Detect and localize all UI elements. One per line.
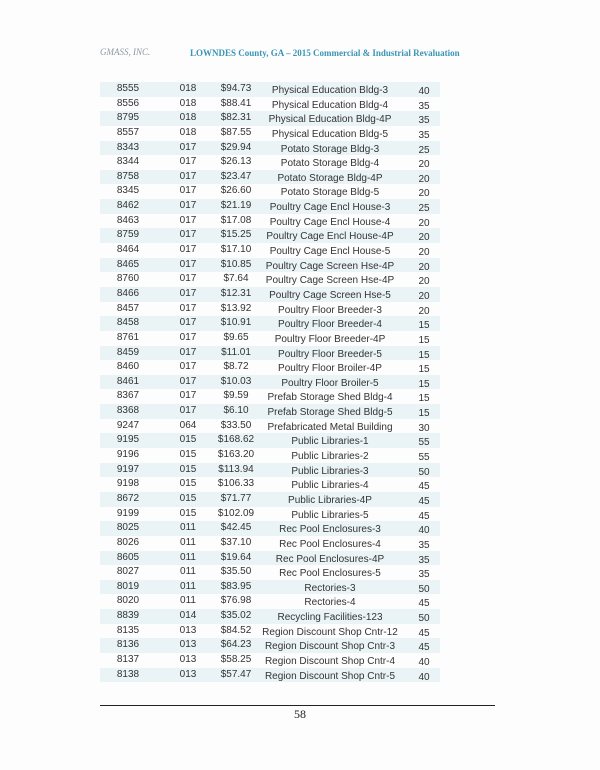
table-row	[100, 302, 440, 317]
cost-value: $9.65	[223, 331, 249, 343]
cost-value: $35.50	[220, 566, 252, 578]
page-number: 58	[294, 707, 306, 721]
description: Public Libraries-1	[291, 436, 369, 448]
description: Poultry Cage Screen Hse-4P	[265, 275, 395, 287]
cost-value: $35.02	[220, 610, 252, 622]
cost-value: $9.59	[223, 390, 249, 402]
cost-value: $84.52	[220, 624, 252, 636]
life-years: 20	[418, 173, 430, 185]
life-years: 25	[418, 203, 430, 215]
description: Poultry Cage Encl House-5	[269, 246, 391, 258]
description: Poultry Cage Screen Hse-4P	[265, 260, 395, 272]
class-code: 017	[179, 141, 197, 153]
class-code: 011	[180, 522, 196, 534]
table-row	[100, 228, 440, 243]
table-row	[100, 272, 440, 287]
table-row	[100, 243, 440, 258]
cost-value: $8.72	[223, 361, 249, 373]
table-row	[100, 141, 440, 156]
cost-value: $26.60	[220, 185, 252, 197]
class-code: 015	[179, 507, 197, 519]
occupancy-code: 9197	[116, 463, 140, 475]
occupancy-code: 8461	[116, 375, 140, 387]
occupancy-code: 8345	[116, 185, 140, 197]
life-years: 20	[418, 247, 430, 259]
occupancy-code: 9196	[116, 449, 140, 461]
cost-value: $87.55	[220, 126, 252, 138]
life-years: 45	[418, 510, 430, 522]
life-years: 20	[418, 261, 430, 273]
occupancy-code: 8026	[116, 536, 140, 548]
occupancy-code: 8761	[116, 331, 140, 343]
cost-value: $83.95	[220, 580, 252, 592]
occupancy-code: 8462	[116, 200, 140, 212]
cost-value: $113.94	[218, 463, 254, 475]
description: Recycling Facilities-123	[277, 612, 383, 624]
occupancy-code: 8839	[116, 610, 140, 622]
life-years: 35	[418, 100, 430, 112]
table-row	[100, 565, 440, 580]
occupancy-code: 9198	[116, 478, 140, 490]
life-years: 45	[418, 598, 430, 610]
class-code: 017	[179, 229, 197, 241]
table-row	[100, 404, 440, 419]
description: Physical Education Bldg-4P	[268, 114, 392, 126]
occupancy-code: 8136	[116, 639, 140, 651]
description: Potato Storage Bldg-4P	[277, 172, 383, 184]
occupancy-code: 8463	[116, 214, 140, 226]
life-years: 50	[418, 583, 430, 595]
class-code: 011	[180, 536, 196, 548]
class-code: 014	[179, 610, 197, 622]
occupancy-code: 8795	[116, 112, 140, 124]
cost-value: $102.09	[217, 507, 255, 519]
life-years: 50	[418, 466, 430, 478]
description: Public Libraries-5	[291, 509, 369, 521]
cost-value: $19.64	[220, 551, 252, 563]
life-years: 45	[418, 627, 430, 639]
cost-value: $17.10	[220, 244, 252, 256]
class-code: 017	[179, 244, 197, 256]
class-code: 017	[179, 214, 197, 226]
table-row	[100, 258, 440, 273]
cost-value: $17.08	[220, 214, 252, 226]
life-years: 25	[418, 144, 430, 156]
life-years: 30	[418, 422, 430, 434]
table-row	[100, 375, 440, 390]
cost-value: $6.10	[223, 405, 249, 417]
cost-value: $37.10	[220, 536, 252, 548]
description: Rec Pool Enclosures-4P	[275, 553, 385, 565]
table-row	[100, 536, 440, 551]
table-row	[100, 316, 440, 331]
footer-divider	[100, 705, 495, 706]
class-code: 015	[179, 463, 197, 475]
life-years: 35	[418, 129, 430, 141]
document-title: LOWNDES County, GA – 2015 Commercial & Industrial Revaluation	[190, 48, 460, 58]
table-row	[100, 82, 440, 97]
table-row	[100, 521, 440, 536]
occupancy-code: 8672	[116, 492, 140, 504]
occupancy-code: 8605	[116, 551, 140, 563]
class-code: 017	[179, 346, 197, 358]
description: Physical Education Bldg-5	[271, 128, 389, 140]
cost-table	[100, 82, 440, 682]
cost-value: $82.31	[220, 112, 252, 124]
description: Physical Education Bldg-4	[271, 99, 389, 111]
life-years: 15	[418, 334, 430, 346]
description: Poultry Floor Broiler-5	[281, 377, 379, 389]
table-row	[100, 111, 440, 126]
table-row	[100, 668, 440, 683]
description: Poultry Cage Encl House-3	[269, 202, 391, 214]
life-years: 15	[418, 349, 430, 361]
description: Prefab Storage Shed Bldg-4	[267, 392, 393, 404]
description: Public Libraries-3	[291, 465, 369, 477]
description: Prefab Storage Shed Bldg-5	[267, 407, 393, 419]
table-row	[100, 126, 440, 141]
cost-value: $10.91	[220, 317, 252, 329]
occupancy-code: 8025	[116, 522, 140, 534]
cost-value: $168.62	[217, 434, 255, 446]
cost-value: $21.19	[220, 200, 252, 212]
class-code: 015	[179, 478, 197, 490]
class-code: 011	[180, 595, 196, 607]
class-code: 017	[179, 331, 197, 343]
class-code: 018	[179, 126, 197, 138]
life-years: 20	[418, 159, 430, 171]
description: Region Discount Shop Cntr-12	[262, 626, 398, 638]
description: Poultry Floor Breeder-5	[278, 348, 382, 360]
occupancy-code: 9247	[116, 419, 140, 431]
table-row	[100, 346, 440, 361]
cost-value: $23.47	[220, 170, 252, 182]
cost-value: $33.50	[220, 419, 252, 431]
table-row	[100, 389, 440, 404]
table-row	[100, 199, 440, 214]
description: Rectories-4	[304, 597, 356, 609]
class-code: 013	[179, 624, 197, 636]
cost-value: $163.20	[217, 449, 255, 461]
table-row	[100, 477, 440, 492]
cost-value: $10.03	[220, 375, 252, 387]
table-row	[100, 360, 440, 375]
life-years: 20	[418, 217, 430, 229]
description: Poultry Floor Breeder-4P	[274, 333, 386, 345]
cost-value: $7.64	[223, 273, 249, 285]
table-row	[100, 492, 440, 507]
life-years: 35	[418, 554, 430, 566]
occupancy-code: 8135	[116, 624, 140, 636]
description: Poultry Cage Encl House-4	[269, 216, 391, 228]
class-code: 017	[179, 317, 197, 329]
life-years: 40	[418, 671, 430, 683]
description: Public Libraries-4P	[288, 494, 372, 506]
life-years: 45	[418, 642, 430, 654]
class-code: 017	[179, 200, 197, 212]
class-code: 018	[179, 83, 197, 94]
occupancy-code: 8344	[116, 156, 140, 168]
table-row	[100, 551, 440, 566]
occupancy-code: 8343	[116, 141, 140, 153]
life-years: 40	[418, 656, 430, 668]
class-code: 013	[179, 668, 197, 680]
table-row	[100, 331, 440, 346]
occupancy-code: 8019	[116, 580, 140, 592]
life-years: 15	[418, 378, 430, 390]
class-code: 017	[179, 361, 197, 373]
life-years: 20	[418, 232, 430, 244]
life-years: 45	[418, 495, 430, 507]
occupancy-code: 8368	[116, 405, 140, 417]
table-row	[100, 653, 440, 668]
table-row	[100, 184, 440, 199]
occupancy-code: 8466	[116, 287, 140, 299]
cost-value: $71.77	[220, 492, 252, 504]
life-years: 35	[418, 539, 430, 551]
occupancy-code: 8555	[116, 83, 140, 94]
cost-value: $12.31	[220, 287, 252, 299]
class-code: 064	[179, 419, 197, 431]
table-row	[100, 594, 440, 609]
description: Poultry Cage Encl House-4P	[266, 231, 394, 243]
life-years: 15	[418, 364, 430, 376]
table-row	[100, 170, 440, 185]
description: Poultry Floor Breeder-3	[278, 304, 382, 316]
table-row	[100, 287, 440, 302]
occupancy-code: 8458	[116, 317, 140, 329]
description: Poultry Floor Broiler-4P	[278, 363, 382, 375]
cost-value: $57.47	[220, 668, 252, 680]
class-code: 017	[179, 185, 197, 197]
class-code: 017	[179, 287, 197, 299]
class-code: 017	[179, 258, 197, 270]
occupancy-code: 8759	[116, 229, 140, 241]
table-row	[100, 433, 440, 448]
table-row	[100, 638, 440, 653]
table-row	[100, 419, 440, 434]
table-row	[100, 580, 440, 595]
class-code: 017	[179, 390, 197, 402]
occupancy-code: 8465	[116, 258, 140, 270]
cost-value: $94.73	[220, 83, 252, 94]
class-code: 013	[179, 653, 197, 665]
cost-value: $13.92	[220, 302, 252, 314]
occupancy-code: 8367	[116, 390, 140, 402]
occupancy-code: 8760	[116, 273, 140, 285]
life-years: 15	[418, 320, 430, 332]
description: Physical Education Bldg-3	[271, 85, 389, 96]
description: Poultry Cage Screen Hse-5	[269, 289, 391, 301]
description: Prefabricated Metal Building	[267, 421, 393, 433]
description: Public Libraries-2	[291, 451, 369, 463]
class-code: 015	[179, 492, 197, 504]
occupancy-code: 8459	[116, 346, 140, 358]
cost-value: $15.25	[220, 229, 252, 241]
description: Rec Pool Enclosures-4	[279, 538, 381, 550]
class-code: 011	[180, 566, 196, 578]
life-years: 15	[418, 408, 430, 420]
occupancy-code: 9199	[116, 507, 140, 519]
table-row	[100, 507, 440, 522]
class-code: 018	[179, 97, 197, 109]
life-years: 40	[418, 525, 430, 537]
life-years: 50	[418, 613, 430, 625]
table-row	[100, 448, 440, 463]
cost-value: $11.01	[221, 346, 251, 358]
description: Rec Pool Enclosures-5	[279, 568, 381, 580]
table-row	[100, 624, 440, 639]
life-years: 20	[418, 305, 430, 317]
occupancy-code: 8457	[116, 302, 140, 314]
description: Rectories-3	[304, 582, 356, 594]
occupancy-code: 8027	[116, 566, 140, 578]
occupancy-code: 8464	[116, 244, 140, 256]
class-code: 011	[180, 551, 196, 563]
table-row	[100, 214, 440, 229]
description: Potato Storage Bldg-5	[280, 187, 380, 199]
cost-value: $76.98	[220, 595, 252, 607]
class-code: 015	[179, 434, 197, 446]
cost-value: $58.25	[220, 653, 252, 665]
life-years: 35	[418, 115, 430, 127]
cost-value: $29.94	[220, 141, 252, 153]
description: Region Discount Shop Cntr-5	[264, 670, 396, 682]
cost-value: $10.85	[220, 258, 252, 270]
description: Poultry Floor Breeder-4	[278, 319, 382, 331]
description: Public Libraries-4	[291, 480, 369, 492]
occupancy-code: 8557	[116, 126, 140, 138]
class-code: 017	[179, 375, 197, 387]
table-row	[100, 97, 440, 112]
occupancy-code: 9195	[116, 434, 140, 446]
occupancy-code: 8020	[116, 595, 140, 607]
occupancy-code: 8137	[116, 653, 140, 665]
description: Potato Storage Bldg-4	[280, 158, 380, 170]
class-code: 015	[179, 449, 197, 461]
description: Region Discount Shop Cntr-4	[264, 655, 396, 667]
table-row	[100, 609, 440, 624]
occupancy-code: 8460	[116, 361, 140, 373]
class-code: 017	[179, 273, 197, 285]
occupancy-code: 8556	[116, 97, 140, 109]
occupancy-code: 8758	[116, 170, 140, 182]
life-years: 20	[418, 188, 430, 200]
description: Potato Storage Bldg-3	[280, 143, 380, 155]
life-years: 40	[418, 86, 430, 97]
life-years: 15	[418, 393, 430, 405]
life-years: 35	[418, 569, 430, 581]
class-code: 017	[179, 302, 197, 314]
class-code: 017	[179, 156, 197, 168]
life-years: 55	[418, 437, 430, 449]
class-code: 018	[179, 112, 197, 124]
cost-value: $64.23	[220, 639, 252, 651]
class-code: 013	[179, 639, 197, 651]
table-row	[100, 463, 440, 478]
description: Region Discount Shop Cntr-3	[264, 641, 396, 653]
table-row	[100, 155, 440, 170]
cost-value: $42.45	[220, 522, 252, 534]
cost-value: $106.33	[217, 478, 255, 490]
life-years: 45	[418, 481, 430, 493]
occupancy-code: 8138	[116, 668, 140, 680]
company-name: GMASS, INC.	[100, 47, 151, 57]
cost-value: $26.13	[220, 156, 252, 168]
class-code: 017	[179, 405, 197, 417]
life-years: 55	[418, 452, 430, 464]
class-code: 017	[179, 170, 197, 182]
cost-value: $88.41	[220, 97, 252, 109]
life-years: 20	[418, 290, 430, 302]
life-years: 20	[418, 276, 430, 288]
description: Rec Pool Enclosures-3	[279, 524, 381, 536]
class-code: 011	[180, 580, 196, 592]
